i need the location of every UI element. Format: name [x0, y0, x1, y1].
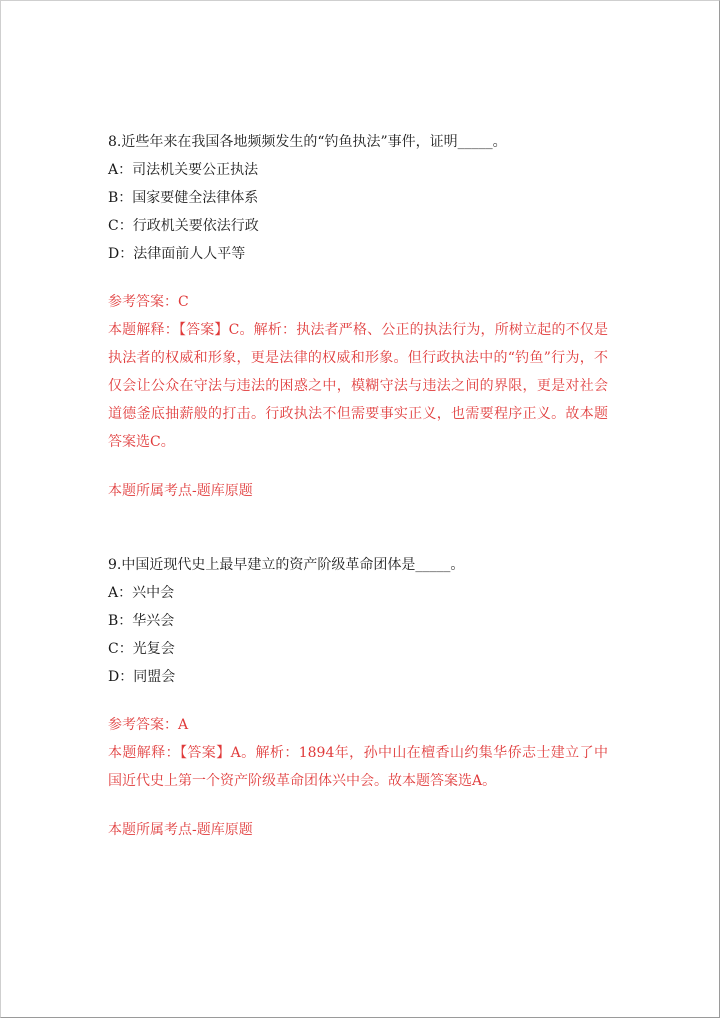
- question-spacer: [108, 505, 608, 551]
- reference-answer: 参考答案：A: [108, 717, 189, 733]
- option-a: A：司法机关要公正执法: [108, 162, 259, 178]
- answer-block: [108, 711, 608, 795]
- option-d: D：同盟会: [108, 669, 176, 685]
- option-d: D：法律面前人人平等: [108, 246, 246, 262]
- explanation: 本题解释：【答案】C。解析：执法者严格、公正的执法行为，所树立起的不仅是执法者的权威和形象，更是法律的权威和形象。但行政执法中的“钓鱼”行为，不仅会让公众在守法与违法的困惑之中，模糊守法与违法之间的界限，更是对社会道德釜底抽薪般的打击。行政执法不但需要事实正义，也需要程序正义。故本题答案选C。: [108, 322, 608, 450]
- question-title: 9.中国近现代史上最早建立的资产阶级革命团体是_____。: [108, 557, 465, 573]
- document-body: [108, 128, 608, 844]
- option-c: C：光复会: [108, 641, 175, 657]
- reference-answer: 参考答案：C: [108, 294, 189, 310]
- source-tag: 本题所属考点-题库原题: [108, 483, 253, 499]
- question-9: [108, 551, 608, 844]
- option-c: C：行政机关要依法行政: [108, 218, 259, 234]
- source-tag: 本题所属考点-题库原题: [108, 822, 253, 838]
- option-a: A：兴中会: [108, 585, 175, 601]
- explanation: 本题解释：【答案】A。解析：1894年，孙中山在檀香山约集华侨志士建立了中国近代史上第一个资产阶级革命团体兴中会。故本题答案选A。: [108, 745, 608, 789]
- option-b: B：国家要健全法律体系: [108, 190, 259, 206]
- option-b: B：华兴会: [108, 613, 175, 629]
- question-title: 8.近些年来在我国各地频频发生的“钓鱼执法”事件，证明_____。: [108, 134, 507, 150]
- answer-block: [108, 288, 608, 456]
- question-8: [108, 128, 608, 505]
